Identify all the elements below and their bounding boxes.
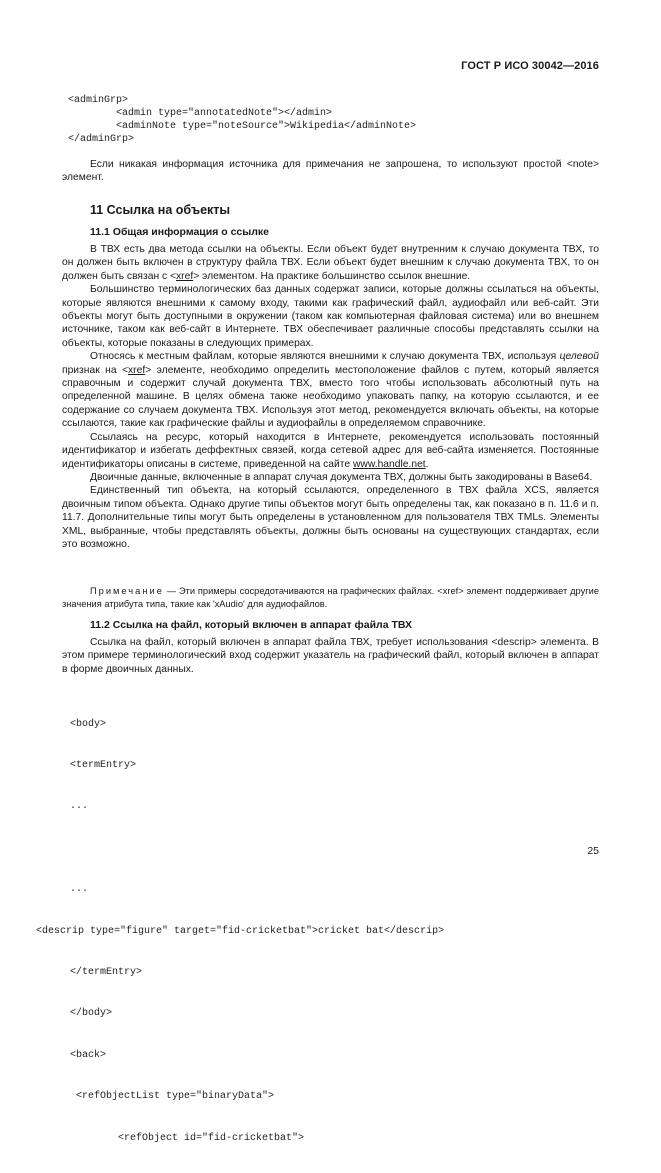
section-body [62, 243, 599, 551]
text-run: > элементе, необходимо определить местоположение файлов с путем, который является справочным и содержит случай документа ТВХ, вместо того чтобы использовать абсолютный путь на определенной машине. В целях обмена также необходимо упаковать папку, на которую ссылаются, и ее содержание со случаем документа ТВХ. Используя этот метод, рекомендуется включать объекты, на которые ссылаются, такие как графические файлы и аудиофайлы в определяемом справочнике. [62, 364, 599, 430]
text-run: Относясь к местным файлам, которые являются внешними к случаю документа ТВХ, используя [90, 351, 560, 363]
code-line: <refObjectList type="binaryData"> [64, 1091, 275, 1103]
italic-term: целевой [559, 351, 599, 363]
code-line: <adminGrp> [68, 95, 129, 106]
subsection-title: 11.2 Ссылка на файл, который включен в аппарат файла ТВХ [90, 619, 413, 631]
text-run: > элементом. На практике большинство ссылок внешние. [193, 270, 471, 282]
code-line: <adminNote type="noteSource">Wikipedia</adminNote> [92, 121, 417, 132]
paragraph [62, 243, 599, 283]
code-line: </adminGrp> [68, 134, 135, 145]
code-line: <termEntry> [64, 759, 137, 771]
code-line: <refObject id="fid-cricketbat"> [64, 1132, 305, 1144]
note [62, 585, 599, 610]
code-line: <body> [64, 718, 107, 730]
code-line: <descrip type="figure" target="fid-cricketbat">cricket bat</descrip> [36, 925, 445, 937]
code-line: <back> [64, 1049, 107, 1061]
code-line [64, 842, 444, 856]
intro-paragraph: Если никакая информация источника для примечания не запрошена, то используют простой <note> элемент. [62, 159, 599, 184]
section-title: 11 Ссылка на объекты [90, 203, 231, 217]
text-run: признак на < [62, 364, 129, 376]
code-line: </body> [64, 1008, 113, 1020]
note-text: — Эти примеры сосредотачиваются на графических файлах. <xref> элемент поддерживает другие значения атрибута типа, такие как 'xAudio' для аудиофайлов. [62, 586, 599, 609]
xref-link[interactable]: xref [128, 364, 146, 376]
paragraph: Ссылка на файл, который включен в аппарат файла ТВХ, требует использования <descrip> элемента. В этом примере терминологический вход содержит указатель на графический файл, который включен в аппарат в форме двоичных данных. [62, 637, 599, 675]
text-run: В ТВХ есть два метода ссылки на объекты. Если объект будет внутренним к случаю документа ТВХ, то он должен быть включен в структуру файла ТВХ. Если объект будет внешним к случаю документа ТВХ, то он должен быть связан с < [62, 244, 599, 282]
xref-link[interactable]: xref [176, 270, 194, 282]
handle-link[interactable]: www.handle.net [352, 458, 426, 470]
paragraph [62, 350, 599, 430]
code-block-admin [68, 94, 416, 146]
text-run: Ссылаясь на ресурс, который находится в Интернете, рекомендуется использовать постоянный идентификатор и избегать деффектных связей, когда сетевой адрес для веб-сайта изменяется. Постоянные идентификаторы описаны в системе, приведенной на сайте [62, 431, 599, 470]
document-header-id: ГОСТ Р ИСО 30042—2016 [461, 60, 599, 72]
subsection-title: 11.1 Общая информация о ссылке [90, 226, 269, 238]
page-number: 25 [587, 845, 599, 857]
code-line: <admin type="annotatedNote"></admin> [92, 108, 333, 119]
code-line: ... [64, 801, 89, 813]
note-label: Примечание [90, 586, 164, 596]
paragraph [62, 431, 599, 471]
code-line: </termEntry> [64, 966, 143, 978]
paragraph: Двоичные данные, включенные в аппарат случая документа ТВХ, должны быть закодированы в Base64. [90, 471, 593, 483]
text-run: . [425, 458, 429, 470]
code-block-body [36, 690, 445, 1173]
paragraph: Единственный тип объекта, на который ссылаются, определенного в ТВХ файла XCS, является двоичным типом объекта. Однако другие типы объектов могут быть определены так, как показано в п. 11.6 и п. 11.7. Дополнительные типы могут быть определены в установленном для пользователя ТВХ TMLs. Элементы XML, выбранные, чтобы представлять объекты, должны быть основаны на существующих стандартах, если это возможно. [62, 485, 599, 550]
code-line: ... [64, 884, 89, 896]
paragraph: Большинство терминологических баз данных содержат записи, которые должны ссылаться на объекты, которые являются внешними к самому входу, такими как графический файл, аудиофайл или веб-сайт. Эти объекты могут быть доступными в окружении (таком как компьютерная файловая система) или во внешнем источнике, таком как веб-сайт в Интернете. ТВХ обеспечивает различные способы представлять ссылки на объекты, которые показаны в следующих примерах. [62, 284, 599, 349]
